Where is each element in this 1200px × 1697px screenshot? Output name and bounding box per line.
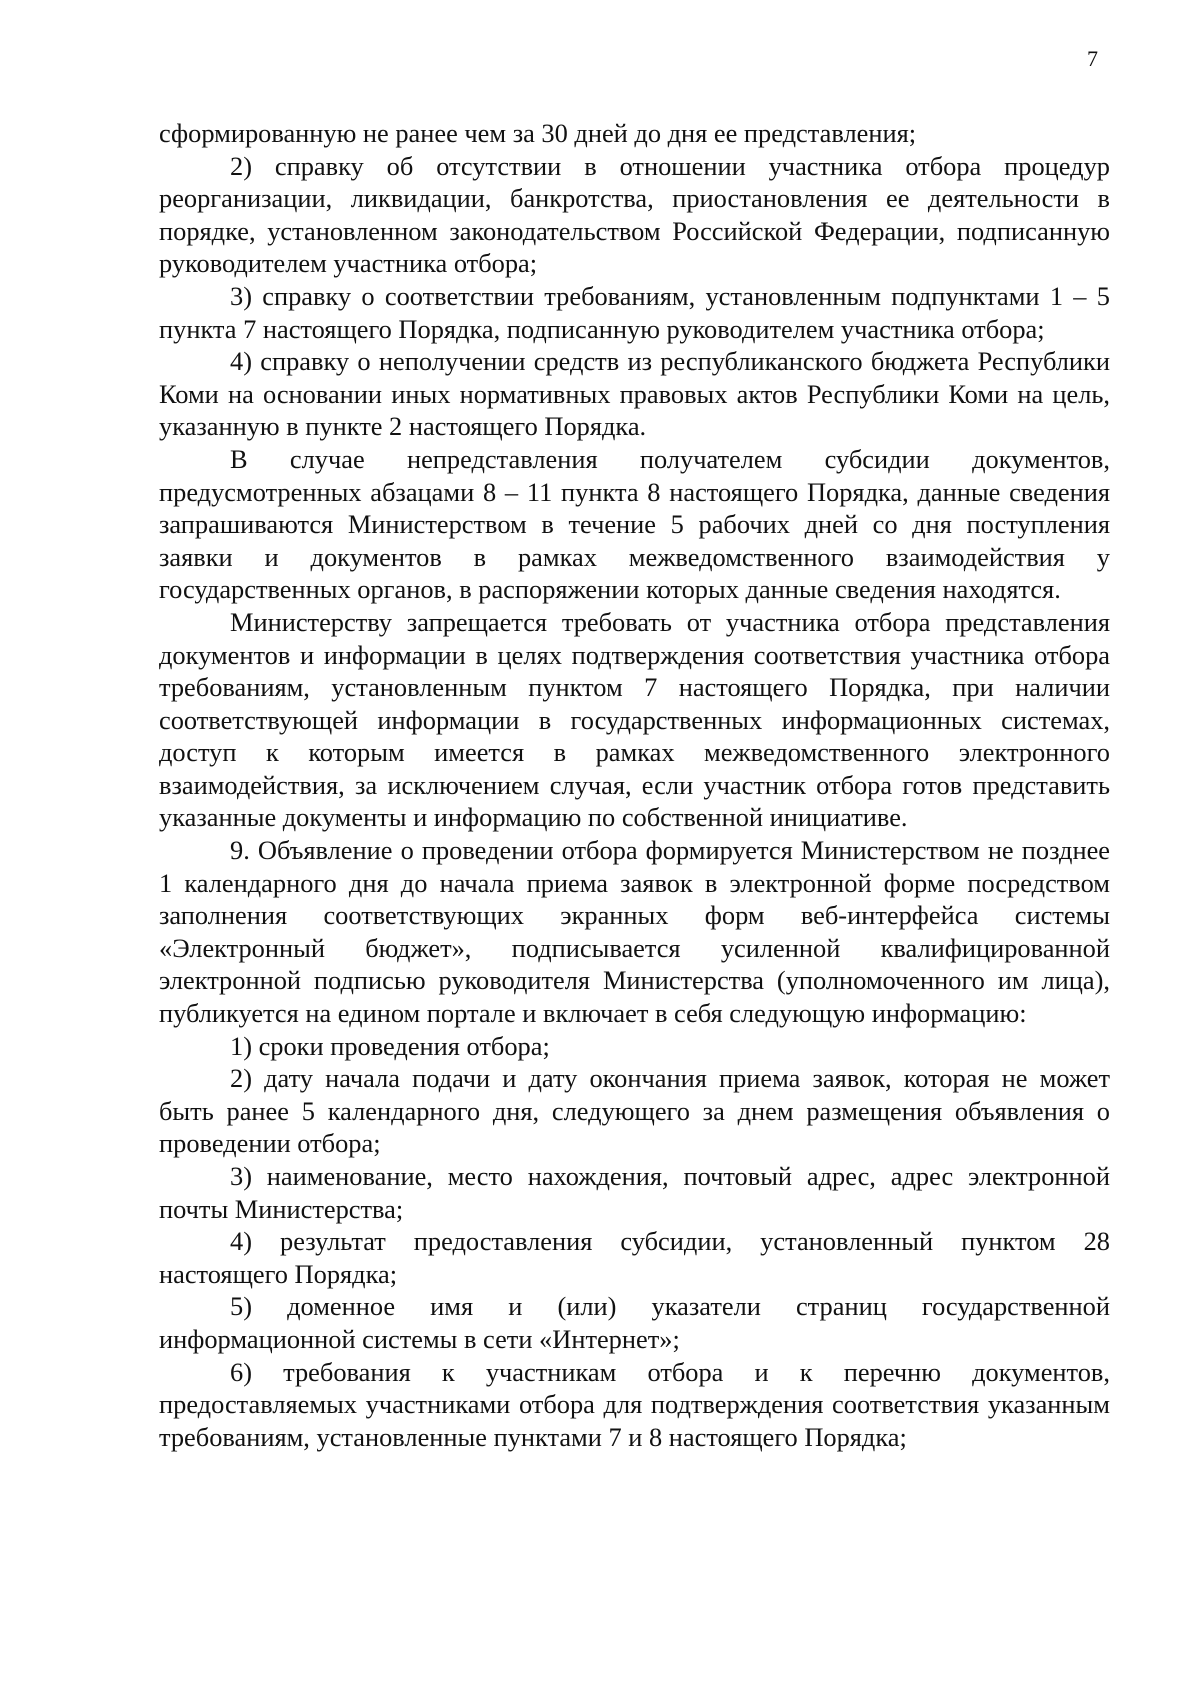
- list-item-6: 6) требования к участникам отбора и к перечню документов, предоставляемых участниками отбора для подтверждения соответствия указанным требованиям, установленные пунктами 7 и 8 настоящего Порядка;: [159, 1356, 1110, 1452]
- paragraph-item-2: 2) справку об отсутствии в отношении участника отбора процедур реорганизации, ликвидации, банкротства, приостановления ее деятельности в порядке, установленном законодательством Российской Федерации, подписанную руководителем участника отбора;: [159, 150, 1110, 279]
- paragraph-item-3: 3) справку о соответствии требованиям, установленным подпунктами 1 – 5 пункта 7 настоящего Порядка, подписанную руководителем участника отбора;: [159, 280, 1110, 344]
- list-item-1: 1) сроки проведения отбора;: [230, 1030, 550, 1061]
- page-number: 7: [1087, 46, 1098, 71]
- paragraph-continuation: сформированную не ранее чем за 30 дней до дня ее представления;: [159, 118, 917, 148]
- list-item-2: 2) дату начала подачи и дату окончания приема заявок, которая не может быть ранее 5 календарного дня, следующего за днем размещения объявления о проведении отбора;: [159, 1063, 1110, 1159]
- list-item-4: 4) результат предоставления субсидии, установленный пунктом 28 настоящего Порядка;: [159, 1226, 1110, 1289]
- paragraph-non-submission: В случае непредставления получателем субсидии документов, предусмотренных абзацами 8 – 11 пункта 8 настоящего Порядка, данные сведения запрашиваются Министерством в течение 5 рабочих дней со дня поступления заявки и документов в рамках межведомственного взаимодействия у государственных органов, в распоряжении которых данные сведения находятся.: [159, 443, 1110, 605]
- list-item-5: 5) доменное имя и (или) указатели страниц государственной информационной системы в сети «Интернет»;: [159, 1291, 1110, 1354]
- list-item-3: 3) наименование, место нахождения, почтовый адрес, адрес электронной почты Министерства;: [159, 1161, 1110, 1224]
- document-body: [159, 117, 1110, 1453]
- paragraph-item-4: 4) справку о неполучении средств из республиканского бюджета Республики Коми на основании иных нормативных правовых актов Республики Коми на цель, указанную в пункте 2 настоящего Порядка.: [159, 346, 1110, 442]
- paragraph-ministry-prohibition: Министерству запрещается требовать от участника отбора представления документов и информации в целях подтверждения соответствия участника отбора требованиям, установленным пунктом 7 настоящего Порядка, при наличии соответствующей информации в государственных информационных системах, доступ к которым имеется в рамках межведомственного электронного взаимодействия, за исключением случая, если участник отбора готов представить указанные документы и информацию по собственной инициативе.: [159, 606, 1110, 833]
- paragraph-section-9: 9. Объявление о проведении отбора формируется Министерством не позднее 1 календарного дня до начала приема заявок в электронной форме посредством заполнения соответствующих экранных форм веб-интерфейса системы «Электронный бюджет», подписывается усиленной квалифицированной электронной подписью руководителя Министерства (уполномоченного им лица), публикуется на едином портале и включает в себя следующую информацию:: [159, 835, 1110, 1029]
